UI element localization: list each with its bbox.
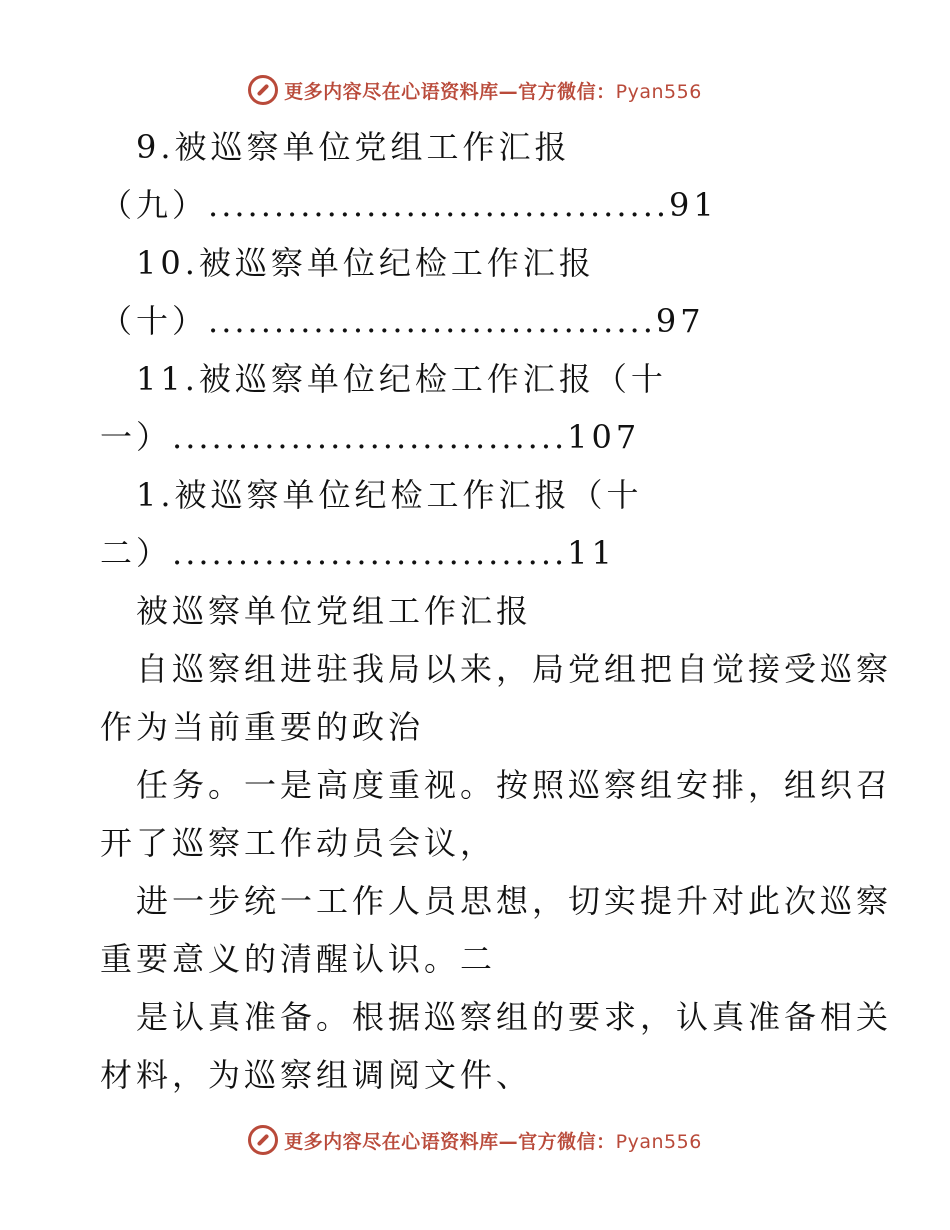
toc-dot-leader: .............................. xyxy=(172,418,568,456)
watermark-wechat-id: Pyan556 xyxy=(615,80,702,103)
toc-entry-title: 1.被巡察单位纪检工作汇报（十 xyxy=(136,476,643,514)
document-content xyxy=(100,118,893,1104)
toc-dot-leader: ................................... xyxy=(208,186,670,224)
body-paragraph-line: 重要意义的清醒认识。二 xyxy=(100,940,497,978)
watermark-label: 更多内容尽在心语资料库—官方微信： xyxy=(284,1130,616,1153)
watermark-label: 更多内容尽在心语资料库—官方微信： xyxy=(284,80,616,103)
toc-page-number: 91 xyxy=(669,186,718,224)
toc-entry-tail: 二） xyxy=(100,534,173,572)
toc-page-number: 97 xyxy=(655,302,705,340)
toc-entry-line xyxy=(100,176,860,234)
pen-logo-icon xyxy=(248,1125,278,1155)
toc-entry-title: 9.被巡察单位党组工作汇报 xyxy=(136,128,571,166)
toc-entry-line xyxy=(100,408,860,466)
toc-entry-tail: （十） xyxy=(100,302,209,340)
toc-dot-leader: .............................. xyxy=(172,534,568,572)
body-paragraph-line: 自巡察组进驻我局以来，局党组把自觉接受巡察 xyxy=(136,650,893,688)
toc-dot-leader: .................................. xyxy=(208,302,656,340)
body-paragraph-line: 材料，为巡察组调阅文件、 xyxy=(100,1056,533,1094)
watermark-text xyxy=(284,77,702,104)
body-paragraph-line: 进一步统一工作人员思想，切实提升对此次巡察 xyxy=(136,882,893,920)
toc-entry-line xyxy=(100,292,860,350)
watermark-text xyxy=(284,1127,702,1154)
watermark-wechat-id: Pyan556 xyxy=(615,1130,702,1153)
pen-logo-icon xyxy=(248,75,278,105)
toc-entry-line xyxy=(100,524,860,582)
body-paragraph-line: 任务。一是高度重视。按照巡察组安排，组织召 xyxy=(136,766,893,804)
toc-page-number: 107 xyxy=(567,418,641,456)
toc-entry-title: 11.被巡察单位纪检工作汇报（十 xyxy=(136,360,667,398)
body-paragraph-line: 作为当前重要的政治 xyxy=(100,708,425,746)
body-paragraph-line: 开了巡察工作动员会议， xyxy=(100,824,497,862)
toc-entry-title: 10.被巡察单位纪检工作汇报 xyxy=(136,244,595,282)
header-watermark-banner xyxy=(0,70,950,110)
toc-entry-tail: （九） xyxy=(100,186,209,224)
section-heading: 被巡察单位党组工作汇报 xyxy=(136,592,533,630)
toc-entry-tail: 一） xyxy=(100,418,173,456)
toc-page-number: 11 xyxy=(567,534,616,572)
body-paragraph-line: 是认真准备。根据巡察组的要求，认真准备相关 xyxy=(136,998,893,1036)
footer-watermark-banner xyxy=(0,1120,950,1160)
